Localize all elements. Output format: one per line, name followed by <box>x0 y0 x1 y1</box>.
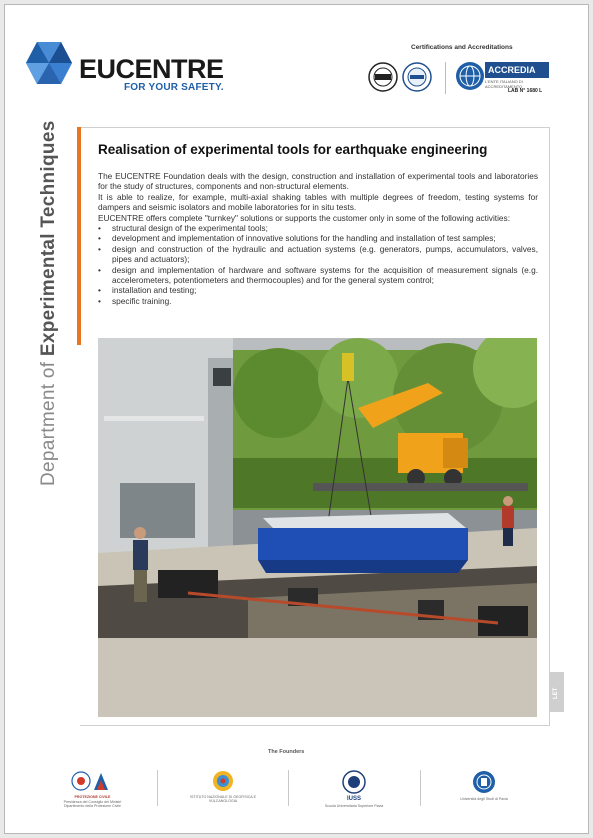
accredia-subtitle: L'ENTE ITALIANO DI ACCREDITAMENTO <box>485 79 523 89</box>
ingv-logo-icon <box>212 770 234 792</box>
article-body <box>98 171 538 306</box>
founder-divider <box>420 770 421 806</box>
iuss-seal-icon <box>342 770 366 794</box>
eucentre-logo-icon <box>24 40 74 86</box>
founder-divider <box>157 770 158 806</box>
accent-bar <box>77 127 81 345</box>
list-item: • structural design of the experimental tools; <box>98 223 268 234</box>
list-item: • specific training. <box>98 295 172 306</box>
founder-caption: Presidenza del Consiglio dei Ministri Dipartimento della Protezione Civile <box>63 800 122 808</box>
side-tab: LET <box>550 672 564 712</box>
paragraph: The EUCENTRE Foundation deals with the design, construction and installation of experimental tools and laboratories for the study of structures, components and non-structural elements. <box>98 171 538 192</box>
paragraph: EUCENTRE offers complete "turnkey" solutions or supports the customer only in some of the following activities: <box>98 212 511 223</box>
list-item: • design and construction of the hydraulic and actuation systems (e.g. generators, pumps, accumulators, valves, pipes and actuators); <box>98 243 538 265</box>
certification-seal-icon <box>368 62 398 92</box>
founder-caption: Scuola Universitaria Superiore Pavia <box>324 804 384 808</box>
certifications-divider <box>445 62 446 94</box>
department-name: Experimental Techniques <box>38 120 59 357</box>
university-pavia-seal-icon <box>472 770 496 794</box>
founder-divider <box>288 770 289 806</box>
list-item: • development and implementation of innovative solutions for the handling and installation of test samples; <box>98 233 496 244</box>
founder-name: Università degli Studi di Pavia <box>460 797 508 801</box>
lab-number: LAB N° 1680 L <box>508 88 543 94</box>
activities-list <box>98 223 538 306</box>
brand-name: EUCENTRE <box>79 54 224 84</box>
accredia-logo: ACCREDIA <box>485 62 549 78</box>
paragraph: It is able to realize, for example, multi-axial shaking tables with multiple degrees of freedom, testing systems for dampers and seismic isolators and mobile laboratories for in situ tests. <box>98 191 538 213</box>
department-prefix: Department of <box>38 361 59 486</box>
shaking-table-photo <box>98 338 537 717</box>
department-label <box>38 120 60 486</box>
founder-name: ISTITUTO NAZIONALE DI GEOFISICA E VULCANOLOGIA <box>189 795 257 803</box>
list-item: • installation and testing; <box>98 285 197 296</box>
list-item: • design and implementation of hardware and software systems for the acquisition of measurement signals (e.g. accelerometers, potentiometers and thermocouples) and for the general system control; <box>98 264 538 286</box>
brand-tagline: FOR YOUR SAFETY. <box>124 82 224 93</box>
founder-name: PROTEZIONE CIVILE <box>74 795 111 799</box>
quality-seal-icon <box>402 62 432 92</box>
founder-name: IUSS <box>346 796 361 802</box>
founders-title: The Founders <box>268 749 305 755</box>
protezione-civile-logo-icon <box>70 770 114 792</box>
globe-seal-icon <box>455 61 485 91</box>
certifications-title: Certifications and Accreditations <box>411 44 513 51</box>
article-title: Realisation of experimental tools for earthquake engineering <box>98 142 488 157</box>
